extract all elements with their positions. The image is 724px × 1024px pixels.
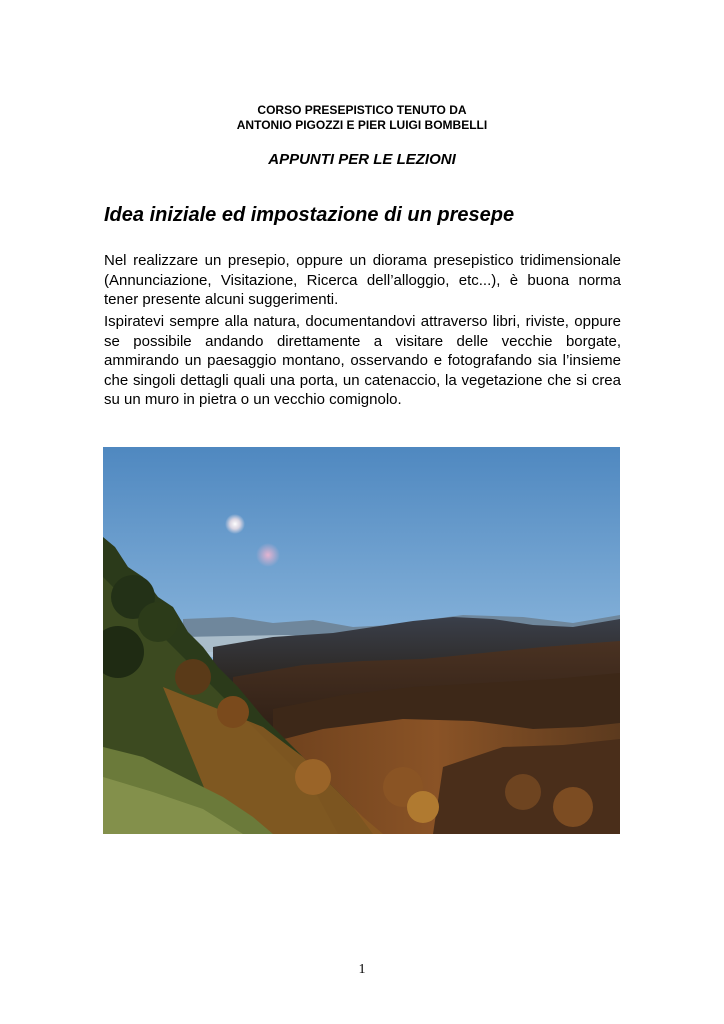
page-number: 1 [358, 962, 366, 977]
section-title: Idea iniziale ed impostazione di un presepe [104, 204, 515, 226]
mountain-landscape-photo [103, 447, 620, 834]
document-subtitle: APPUNTI PER LE LEZIONI [268, 151, 456, 168]
header-line-1: CORSO PRESEPISTICO TENUTO DA [257, 103, 467, 117]
header-line-2: ANTONIO PIGOZZI E PIER LUIGI BOMBELLI [236, 118, 488, 132]
paragraph-inspiration: Ispiratevi sempre alla natura, documentandovi attraverso libri, riviste, oppure se possibile andando direttamente a visitare delle vecchie borgate, ammirando un paesaggio montano, osservando e fotografando sia l’insieme che singoli dettagli quali una porta, un catenaccio, la vegetazione che si crea su un muro in pietra o un vecchio comignolo. [104, 313, 621, 408]
paragraph-intro: Nel realizzare un presepio, oppure un diorama presepistico tridimensionale (Annunciazione, Visitazione, Ricerca dell’alloggio, etc...), è buona norma tener presente alcuni suggerimenti. [104, 252, 621, 308]
